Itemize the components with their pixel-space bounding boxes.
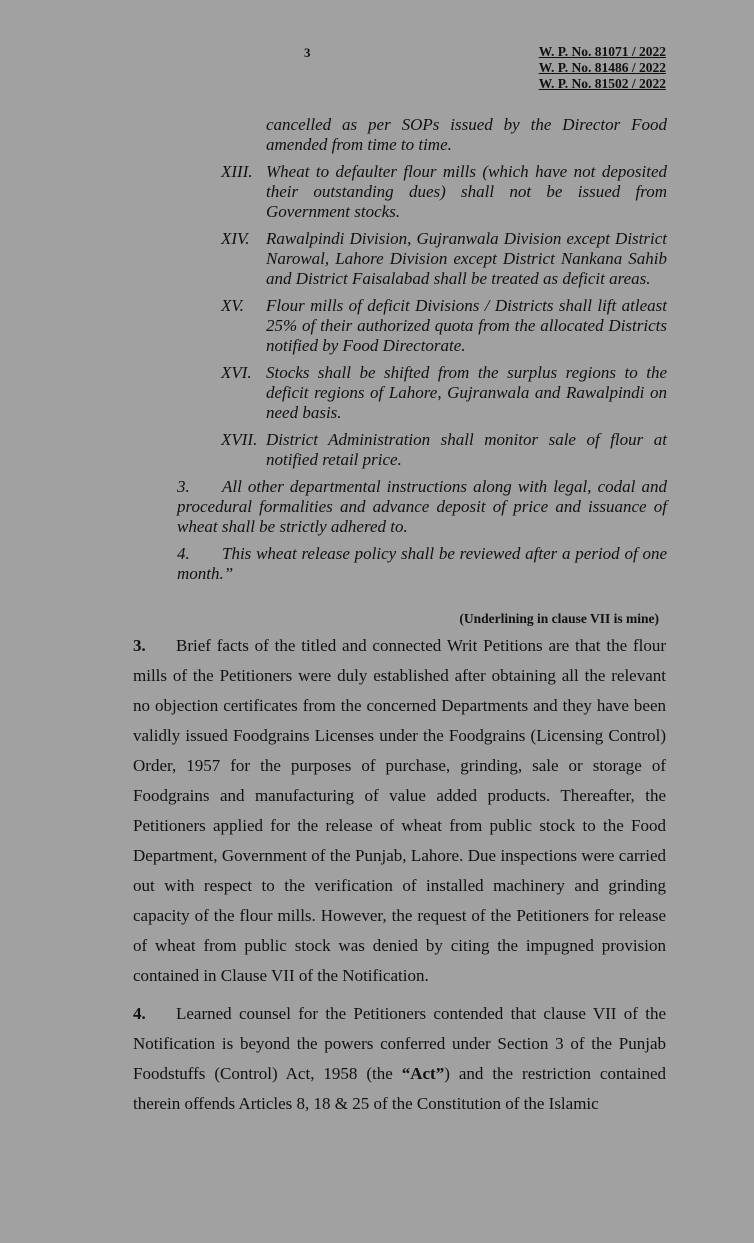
clause-text: Wheat to defaulter flour mills (which have not deposited their outstanding dues) shall not be issued from Government stocks.	[266, 162, 667, 221]
act-defined-term: “Act”	[401, 1064, 445, 1083]
clause	[177, 162, 667, 222]
quoted-notification	[177, 115, 667, 591]
clause-text: Rawalpindi Division, Gujranwala Division except District Narowal, Lahore Division except District Nankana Sahib and District Faisalabad shall be treated as deficit areas.	[266, 229, 667, 288]
clause-text: Flour mills of deficit Divisions / Districts shall lift atleast 25% of their authorized quota from the allocated Districts notified by Food Directorate.	[266, 296, 667, 355]
clause-number: XVII.	[221, 430, 258, 449]
quoted-paragraph-text: This wheat release policy shall be reviewed after a period of one month.”	[177, 544, 667, 583]
page-number: 3	[304, 45, 311, 60]
quoted-paragraph	[177, 544, 667, 584]
clause	[177, 296, 667, 356]
clause-text: District Administration shall monitor sale of flour at notified retail price.	[266, 430, 667, 469]
case-number: W. P. No. 81502 / 2022	[538, 76, 666, 91]
paragraph-number: 3.	[133, 636, 146, 655]
paragraph-text: Brief facts of the titled and connected Writ Petitions are that the flour mills of the Petitioners were duly established after obtaining all the relevant no objection certificates from the concerned Departments and they have been validly issued Foodgrains Licenses under the Foodgrains (Licensing Control) Order, 1957 for the purposes of purchase, grinding, sale or storage of Foodgrains and manufacturing of value added products. Thereafter, the Petitioners applied for the release of wheat from public stock to the Food Department, Government of the Punjab, Lahore. Due inspections were carried out with respect to the verification of installed machinery and grinding capacity of the flour mills. However, the request of the Petitioners for release of wheat from public stock was denied by citing the impugned provision contained in Clause VII of the Notification.	[133, 636, 666, 985]
underlining-note: (Underlining in clause VII is mine)	[459, 611, 659, 626]
clause	[177, 229, 667, 289]
clause-number: XIII.	[221, 162, 253, 181]
paragraph-text-continued: ) and the restriction contained therein offends Articles 8, 18 & 25 of the Constitution of the Islamic	[133, 1064, 666, 1113]
case-number: W. P. No. 81486 / 2022	[538, 60, 666, 75]
paragraph-number: 4.	[133, 1004, 146, 1023]
judgment-body	[133, 631, 666, 1127]
quoted-paragraph	[177, 477, 667, 537]
quoted-paragraph-text: All other departmental instructions along with legal, codal and procedural formalities and advance deposit of price and issuance of wheat shall be strictly adhered to.	[177, 477, 667, 536]
case-numbers	[539, 44, 666, 92]
clause	[177, 430, 667, 470]
clause-number: XIV.	[221, 229, 250, 248]
clause	[177, 363, 667, 423]
paragraph-3	[133, 631, 666, 991]
clause-number: XVI.	[221, 363, 252, 382]
case-number: W. P. No. 81071 / 2022	[538, 44, 666, 59]
clause-number: XV.	[221, 296, 244, 315]
quote-continuation: cancelled as per SOPs issued by the Director Food amended from time to time.	[266, 115, 667, 154]
quoted-paragraph-number: 4.	[177, 544, 190, 563]
clause-text: Stocks shall be shifted from the surplus regions to the deficit regions of Lahore, Gujranwala and Rawalpindi on need basis.	[266, 363, 667, 422]
paragraph-text: Learned counsel for the Petitioners contended that clause VII of the Notification is beyond the powers conferred under Section 3 of the Punjab Foodstuffs (Control) Act, 1958 (the	[133, 1004, 666, 1083]
quoted-paragraph-number: 3.	[177, 477, 190, 496]
paragraph-4	[133, 999, 666, 1119]
